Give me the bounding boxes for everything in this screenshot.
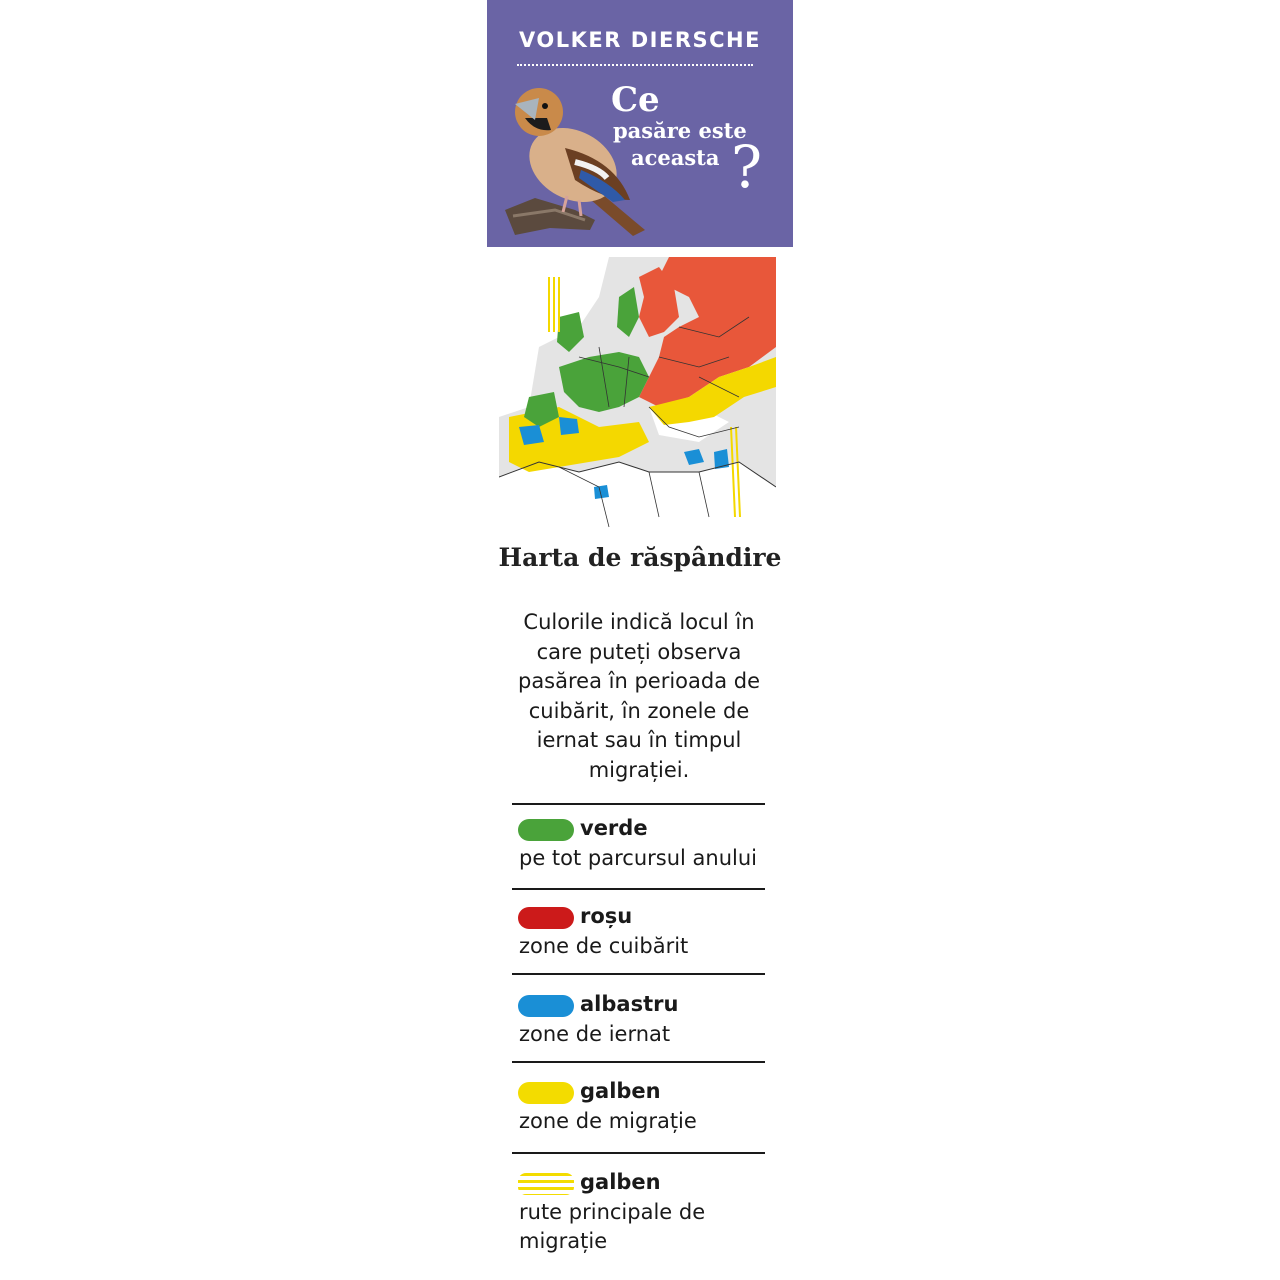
legend-name: verde [580, 816, 648, 840]
legend-swatch-red [518, 907, 574, 929]
distribution-map [499, 257, 776, 534]
legend-item-yellow [512, 1061, 765, 1152]
author-name: VOLKER DIERSCHE [519, 28, 761, 52]
legend-name: galben [580, 1079, 661, 1103]
legend-description: zone de cuibărit [519, 934, 689, 958]
legend-swatch-green [518, 819, 574, 841]
legend-swatch-yellow [518, 1082, 574, 1104]
legend-item-green [512, 803, 765, 888]
legend-name: roșu [580, 904, 633, 928]
legend-item-blue [512, 973, 765, 1061]
dotted-divider [517, 64, 753, 66]
legend-description: rute principale de migrație [519, 1200, 706, 1253]
legend-item-yellow-routes [512, 1152, 765, 1254]
legend-item-red [512, 888, 765, 973]
title-line-2: pasăre este [613, 118, 747, 143]
title-line-3: aceasta [631, 145, 720, 170]
legend-swatch-yellow-lines [518, 1173, 574, 1195]
map-legend [512, 803, 765, 1254]
legend-description: pe tot parcursul anului [519, 846, 758, 870]
title-question-mark: ? [731, 133, 763, 201]
legend-description: zone de migrație [519, 1109, 697, 1133]
map-heading: Harta de răspândire [498, 543, 782, 572]
title-line-1: Ce [611, 80, 660, 120]
legend-description: zone de iernat [519, 1022, 671, 1046]
legend-swatch-blue [518, 995, 574, 1017]
legend-name: galben [580, 1170, 661, 1194]
legend-name: albastru [580, 992, 679, 1016]
book-cover [487, 0, 793, 247]
map-description: Culorile indică locul în care puteți observa pasărea în perioada de cuibărit, în zonele de iernat sau în timpul migrației. [517, 610, 761, 782]
